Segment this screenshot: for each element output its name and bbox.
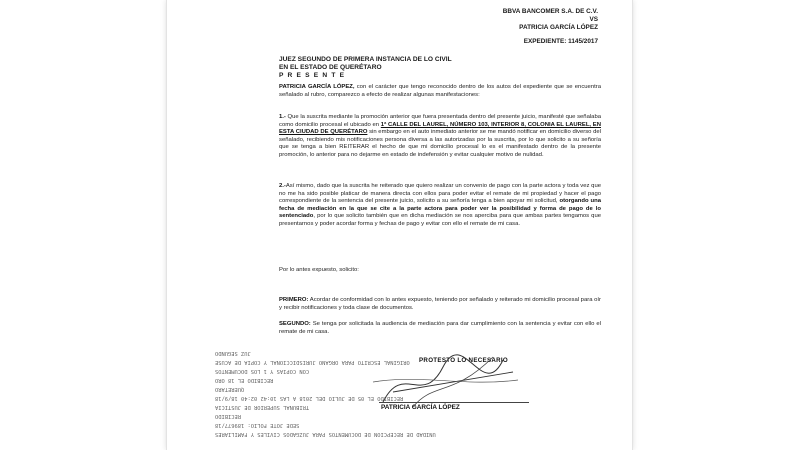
stamp-line: SEDE JOTE FOLIO: 189677/18 — [215, 422, 300, 428]
segundo-paragraph — [279, 321, 601, 336]
signer-name: PATRICIA GARCÍA LÓPEZ — [381, 404, 460, 411]
point-2-text-a: Así mismo, dado que la suscrita he reiterado que quiero realizar un convenio de pago con la parte actora y toda vez que no me ha sido posible platicar de manera directa con ellos para poder evitar el remate de mi propiedad y hacer el pago correspondiente de la sentencia del presente juicio, solicito a su señoría tenga a bien apoyar mi solicitud, — [279, 183, 601, 205]
addressee-line-2: EN EL ESTADO DE QUERÉTARO — [279, 63, 382, 71]
request-intro: Por lo antes expuesto, solicito: — [279, 267, 359, 273]
stamp-line: UNIDAD DE RECEPCION DE DOCUMENTOS PARA JUZGADOS CIVILES Y FAMILIARES — [215, 431, 436, 437]
point-2-bold: otorgando una fecha de mediación en la que se cite a la parte actora para poder ver la posibilidad y forma de pago de lo sentenciado — [279, 198, 601, 220]
protesto-label: PROTESTO LO NECESARIO — [419, 357, 509, 364]
defendant-name: PATRICIA GARCÍA LÓPEZ — [519, 24, 598, 31]
signature-line — [379, 402, 529, 403]
point-2-number: 2.- — [279, 183, 286, 189]
point-1-paragraph — [279, 114, 601, 160]
addressee-line-1: JUEZ SEGUNDO DE PRIMERA INSTANCIA DE LO CIVIL — [279, 56, 452, 63]
point-1-address: 1ª CALLE DEL LAUREL, NÚMERO 103, INTERIOR 8, COLONIA EL LAUREL, EN ESTA CIUDAD DE QUERÉTARO — [279, 121, 601, 136]
addressee-line-3: P R E S E N T E — [279, 71, 346, 79]
stamp-line: RECIBIDO EL 05 DE JULIO DEL 2018 A LAS 10:42 02:40 18/9/18 — [215, 395, 404, 401]
segundo-text: Se tenga por solicitada la audiencia de mediación para dar cumplimiento con la sentencia y evitar con ello el remate de mi casa. — [279, 321, 601, 335]
stamp-line: ORIGINAL ESCRITO PARA ORGANO JURISDICCIONAL Y COPIA DE ACUSE — [215, 359, 410, 365]
expediente-number: EXPEDIENTE: 1145/2017 — [523, 38, 598, 45]
point-1-number: 1.- — [279, 114, 286, 120]
document-page — [167, 0, 632, 450]
primero-label: PRIMERO: — [279, 297, 309, 303]
case-caption — [503, 8, 598, 32]
point-1-text-a: Que la suscrita mediante la promoción anterior que fuera presentada dentro del presente juicio, manifesté que señalaba como domicilio procesal el ubicado en — [279, 114, 601, 128]
stamp-line: CON COPIAS Y 1 LOS DOCUMENTOS — [215, 368, 310, 374]
addressee-block — [279, 56, 452, 79]
primero-paragraph — [279, 297, 601, 312]
point-1-text-b: sin embargo en el auto inmediato anterior se me mandó notificar en domicilio diverso del señalado, recibiendo mis notificaciones persona diversa a las autorizadas por la suscrita, por lo que solicito a su señoría que se tenga a bien REITERAR el hecho de que mi domicilio procesal lo es el manifestado dentro de la presente promoción, lo anterior para no dejarme en estado de indefensión y evitar cualquier motivo de nulidad. — [279, 129, 601, 158]
stamp-line: TRIBUNAL SUPERIOR DE JUSTICIA — [215, 404, 310, 410]
stamp-line: RECIBIDO EL 18 ORO — [215, 377, 274, 383]
segundo-label: SEGUNDO: — [279, 321, 311, 327]
plaintiff-name: BBVA BANCOMER S.A. DE C.V. — [502, 8, 598, 15]
intro-name: PATRICIA GARCÍA LÓPEZ, — [279, 84, 355, 90]
intro-text: con el carácter que tengo reconocido dentro de los autos del expediente que se encuentra señalado al rubro, comparezco a efecto de realizar algunas manifestaciones: — [279, 84, 601, 98]
primero-text: Acordar de conformidad con lo antes expuesto, teniendo por señalado y reiterado mi domicilio procesal para oír y recibir notificaciones y toda clase de documentos. — [279, 297, 601, 311]
stamp-line: JUZ SEGUNDO — [215, 350, 251, 356]
stamp-line: RECIBIDO — [215, 413, 241, 419]
stamp-line: QUERETARO — [215, 386, 245, 392]
intro-paragraph — [279, 84, 601, 99]
signature-scribble-icon — [363, 352, 523, 412]
point-2-paragraph — [279, 183, 601, 229]
point-2-text-b: , por lo que solicito también que en dicha mediación se nos aperciba para que ambas partes tengamos que presentarnos y poder acordar forma y fechas de pago y evitar con ello el remate de mi casa. — [279, 213, 601, 227]
versus-label: VS — [589, 16, 598, 23]
